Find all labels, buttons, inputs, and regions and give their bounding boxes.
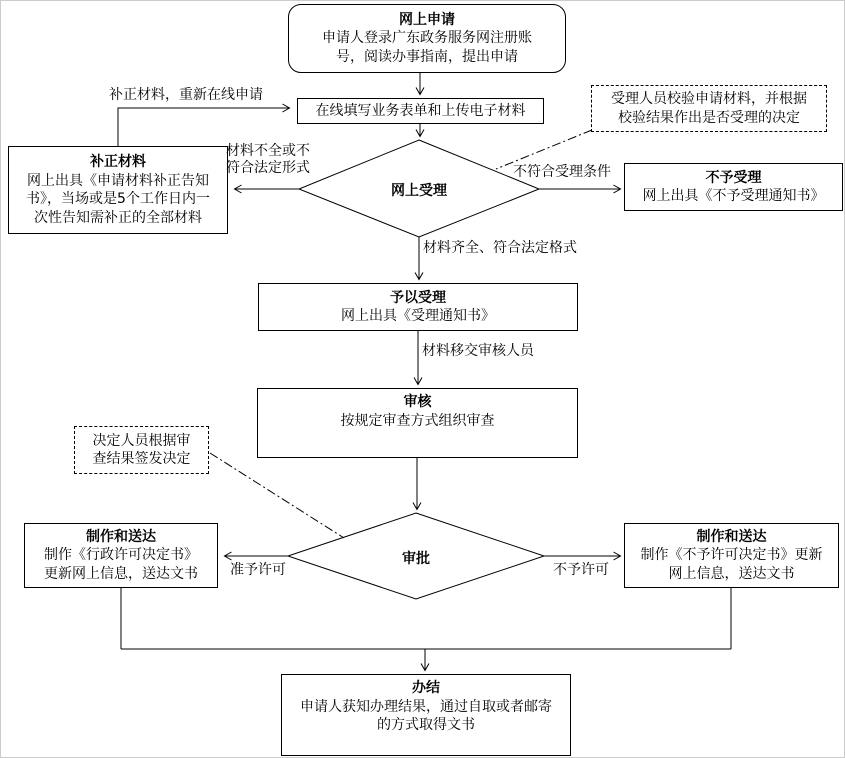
- edge-label-denied: 不予许可: [553, 562, 609, 578]
- node-complete: [281, 674, 571, 756]
- edge-label-qualified: 材料齐全、符合法定格式: [423, 240, 577, 256]
- node-review: [257, 388, 578, 458]
- node-deliver-grant: [24, 523, 218, 588]
- node-not-accept-title: 不予受理: [705, 169, 762, 186]
- node-fill-form-label: 在线填写业务表单和上传电子材料: [315, 102, 526, 119]
- node-accept-body: 网上出具《受理通知书》: [341, 308, 495, 324]
- edge-label-resubmit: 补正材料，重新在线申请: [109, 87, 263, 103]
- edge-label-not-qualified: 不符合受理条件: [513, 164, 611, 180]
- node-review-title: 审核: [403, 394, 432, 410]
- node-complete-title: 办结: [412, 680, 440, 696]
- annotation-decision-note: [74, 426, 209, 474]
- node-deliver-deny: [624, 523, 839, 588]
- node-supplement: [8, 146, 228, 234]
- edge-label-granted: 准予许可: [230, 562, 286, 578]
- node-review-body: 按规定审查方式组织审查: [340, 412, 495, 429]
- annotation-accept-note: [591, 85, 827, 132]
- node-not-accept: [624, 163, 843, 211]
- node-online-apply: [288, 4, 566, 73]
- node-deliver-deny-title: 制作和送达: [696, 528, 767, 545]
- node-deliver-grant-body: 制作《行政许可决定书》更新网上信息，送达文书: [44, 547, 198, 582]
- node-accept: [258, 283, 578, 331]
- node-not-accept-body: 网上出具《不予受理通知书》: [642, 188, 825, 204]
- annotation-decision-note-text: 决定人员根据审查结果签发决定: [92, 432, 191, 467]
- node-accept-title: 予以受理: [390, 289, 446, 306]
- node-online-apply-title: 网上申请: [399, 11, 455, 28]
- node-deliver-grant-title: 制作和送达: [86, 528, 156, 545]
- diamond-approve-label: 审批: [402, 551, 430, 567]
- node-fill-form: [297, 98, 544, 124]
- edge-label-transfer: 材料移交审核人员: [422, 343, 534, 359]
- callout-decision-note: [210, 453, 344, 538]
- annotation-accept-note-text: 受理人员校验申请材料，并根据校验结果作出是否受理的决定: [611, 91, 807, 126]
- diamond-online-accept-label: 网上受理: [391, 183, 447, 199]
- node-supplement-body: 网上出具《申请材料补正告知书》，当场或是5个工作日内一次性告知需补正的全部材料: [26, 172, 210, 226]
- node-supplement-title: 补正材料: [90, 154, 146, 170]
- node-deliver-deny-body: 制作《不予许可决定书》更新网上信息，送达文书: [640, 547, 823, 582]
- edge-label-incomplete: 材料不全或不符合法定形式: [226, 143, 310, 176]
- node-online-apply-body: 申请人登录广东政务服务网注册账号，阅读办事指南，提出申请: [322, 30, 532, 65]
- node-complete-body: 申请人获知办理结果，通过自取或者邮寄的方式取得文书: [300, 698, 552, 733]
- edge-resubmit: [118, 108, 289, 146]
